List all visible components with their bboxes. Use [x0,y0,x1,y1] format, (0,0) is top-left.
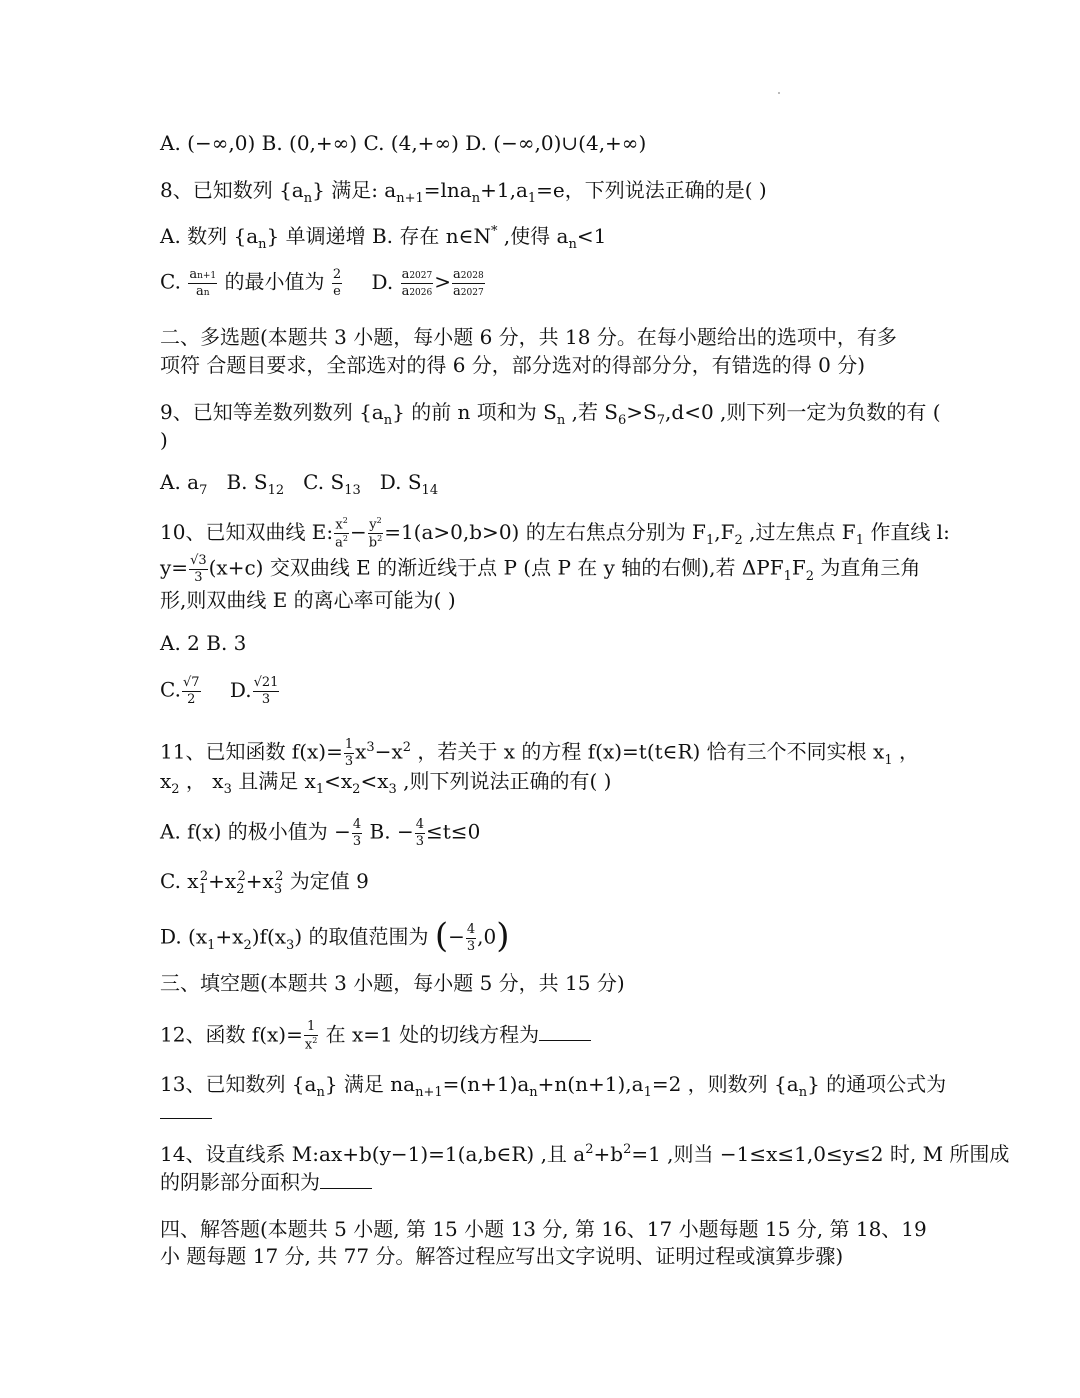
q11-line-2: $x_2$ ， $x_3$ 且满足 $x_1<x_2<x_3$ ,则下列说法正确的有( ) [160,769,612,797]
q13: 13、已知数列 $\{a_n\}$ 满足 $na_{n+1}=(n+1)a_n+n(n+1),a_1=2$ ，则数列 $\{a_n\}$ 的通项公式为 [160,1072,947,1100]
fraction: $\frac{√3}{3}$ [190,553,207,585]
answer-blank [320,1172,372,1189]
q14-line-1: 14、设直线系 M:ax+b(y−1)=1(a,b∈R) ,且 $a^2+b^2=1$ ,则当 −1≤x≤1,0≤y≤2 时, M 所围成 [160,1142,1010,1166]
q11-line-1: 11、已知函数 f(x)= $\frac{1}{3}$ $x^3-x^2$ ，若关于 x 的方程 f(x)=t(t∈R) 恰有三个不同实根 $x_1$ ， [160,737,919,769]
section-4-heading: 四、解答题(本题共 5 小题, 第 15 小题 13 分, 第 16、17 小题每题 15 分, 第 18、19 [160,1217,927,1241]
q11-option-c: C. $x_1^2+x_2^2+x_3^2$ 为定值 9 [160,869,369,897]
fraction: $\frac{1}{x^2}$ [304,1019,318,1052]
fraction: $\frac{√21}{3}$ [253,675,279,707]
fraction: $\frac{1}{3}$ [344,737,354,769]
q8-options-cd: C. $\frac{an+1}{an}$ 的最小值为 $\frac{2}{e}$ D. $\frac{a2027}{a2026}$ > $\frac{a2028}{a2027}$ [160,267,484,299]
section-2-heading: 二、多选题(本题共 3 小题，每小题 6 分，共 18 分。在每小题给出的选项中，有多 [160,325,897,349]
q7-options: A. (−∞,0) B. (0,+∞) C. (4,+∞) D. (−∞,0)∪(4,+∞) [160,131,647,155]
section-4-heading-cont: 小 题每题 17 分, 共 77 分。解答过程应写出文字说明、证明过程或演算步骤) [160,1244,844,1268]
q12: 12、函数 f(x)= $\frac{1}{x^2}$ 在 x=1 处的切线方程为 [160,1020,591,1052]
q9-stem: 9、已知等差数列数列 $\{a_n\}$ 的前 n 项和为 $S_n$ ,若 $S_6>S_7,d<0$ ,则下列一定为负数的有 ( [160,400,941,428]
q11-option-d: D. $(x_1+x_2)f(x_3)$ 的取值范围为 (− $\frac{4}{3}$ ,0) [160,916,510,956]
q10-line-2: y= $\frac{√3}{3}$ (x+c) 交双曲线 E 的渐近线于点 P (点 P 在 y 轴的右侧),若 $\Delta PF_1F_2$ 为直角三角 [160,553,921,585]
fraction: $\frac{4}{3}$ [466,921,476,954]
answer-blank [539,1024,591,1041]
section-2-heading-cont: 项符 合题目要求，全部选对的得 6 分，部分选对的得部分分，有错选的得 0 分) [160,353,866,377]
q10-options-ab: A. 2 B. 3 [160,631,247,655]
fraction: $\frac{2}{e}$ [332,267,342,299]
q8-stem: 8、已知数列 $\{a_n\}$ 满足: $a_{n+1}=\ln a_n+1,a_1=e$，下列说法正确的是( ) [160,178,767,206]
q14-line-2: 的阴影部分面积为 [160,1172,372,1192]
fraction: $\frac{4}{3}$ [352,817,362,849]
q9-stem-close: ) [160,428,168,452]
q10-line-3: 形,则双曲线 E 的离心率可能为( ) [160,588,456,612]
fraction: $\frac{an+1}{an}$ [189,267,217,299]
answer-blank [160,1102,212,1119]
fraction: $\frac{4}{3}$ [415,817,425,849]
q9-options: A. $a_7$ B. $S_{12}$ C. $S_{13}$ D. $S_{14}$ [160,470,439,498]
q10-options-cd: C. $\frac{√7}{2}$ D. $\frac{√21}{3}$ [160,675,279,707]
fraction: $\frac{√7}{2}$ [182,675,200,707]
fraction: $\frac{a2028}{a2027}$ [453,267,484,299]
section-3-heading: 三、填空题(本题共 3 小题，每小题 5 分，共 15 分) [160,971,625,995]
q8-options-ab: A. 数列 $\{a_n\}$ 单调递增 B. 存在 n∈N* ,使得 $a_n<1$ [160,224,607,252]
fraction: $\frac{a2027}{a2026}$ [401,267,433,299]
fraction: $\frac{x^2}{a^2}$ [335,516,349,551]
q11-options-ab: A. f(x) 的极小值为 − $\frac{4}{3}$ B. − $\frac{4}{3}$ ≤t≤0 [160,817,481,849]
q13-blank-line [160,1102,212,1122]
q10-line-1: 10、已知双曲线 E: $\frac{x^2}{a^2}$ − $\frac{y^2}{b^2}$ =1(a>0,b>0) 的左右焦点分别为 $F_1,F_2$ ,过左焦点 $F_1$ 作直线 l: [160,516,950,551]
scan-speck [778,92,780,94]
fraction: $\frac{y^2}{b^2}$ [368,516,383,551]
